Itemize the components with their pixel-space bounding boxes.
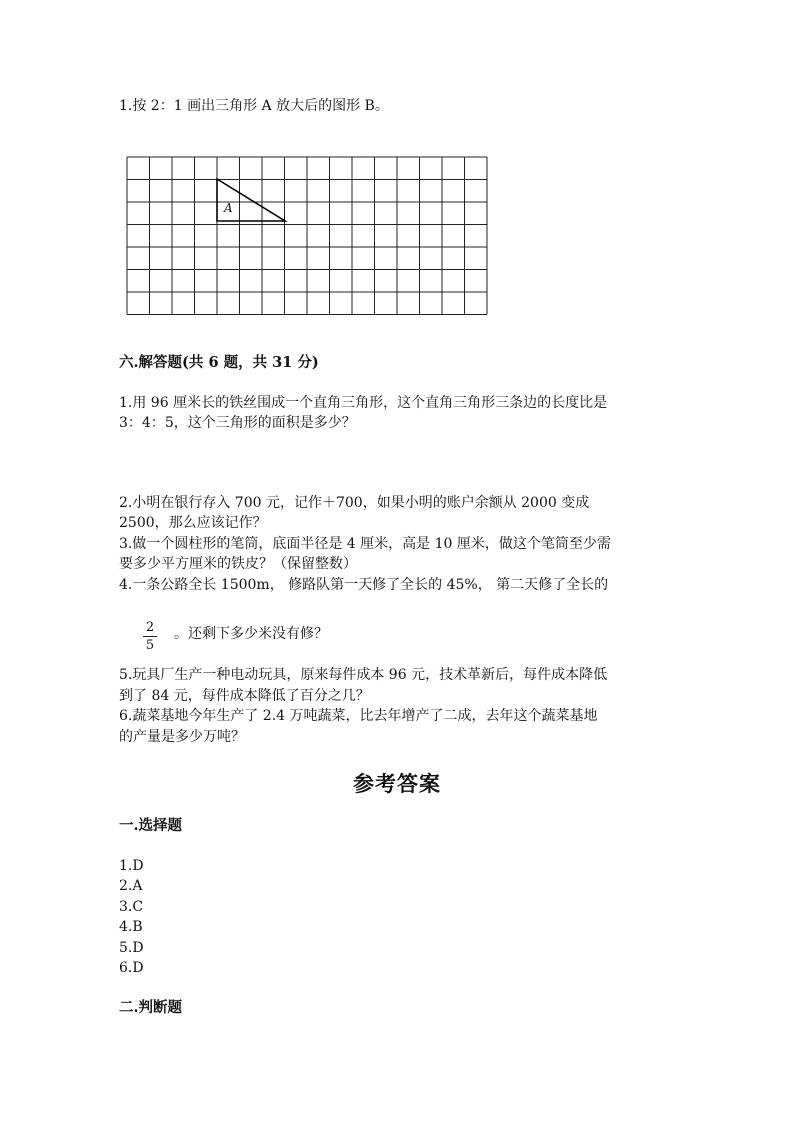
problem-5-line-2: 到了 84 元，每件成本降低了百分之几？ bbox=[119, 688, 370, 704]
answer-item: 6.D bbox=[119, 960, 144, 976]
section-6-heading: 六.解答题(共 6 题，共 31 分) bbox=[119, 354, 319, 371]
problem-1-line-1: 1.用 96 厘米长的铁丝围成一个直角三角形，这个直角三角形三条边的长度比是 bbox=[119, 395, 608, 411]
problem-3-line-1: 3.做一个圆柱形的笔筒，底面半径是 4 厘米，高是 10 厘米，做这个笔筒至少需 bbox=[119, 536, 611, 552]
problem-6-line-2: 的产量是多少万吨？ bbox=[119, 729, 245, 745]
answers-section-1-heading: 一.选择题 bbox=[119, 817, 183, 834]
triangle-a-label: A bbox=[224, 201, 233, 215]
problem-6-line-1: 6.蔬菜基地今年生产了 2.4 万吨蔬菜，比去年增产了二成，去年这个蔬菜基地 bbox=[119, 708, 598, 724]
answer-item: 2.A bbox=[119, 878, 143, 894]
problem-2-line-1: 2.小明在银行存入 700 元，记作＋700，如果小明的账户余额从 2000 变成 bbox=[119, 495, 590, 511]
grid-lines bbox=[127, 157, 487, 315]
answers-title: 参考答案 bbox=[353, 771, 441, 796]
problem-1-line-2: 3：4：5，这个三角形的面积是多少？ bbox=[119, 415, 356, 431]
question-5-1: 1.按 2：1 画出三角形 A 放大后的图形 B。 bbox=[119, 98, 389, 114]
answers-section-2-heading: 二.判断题 bbox=[119, 999, 183, 1016]
problem-2-line-2: 2500，那么应该记作？ bbox=[119, 515, 267, 531]
problem-3-line-2: 要多少平方厘米的铁皮？（保留整数） bbox=[119, 556, 357, 572]
answer-item: 5.D bbox=[119, 940, 144, 956]
answer-item: 3.C bbox=[119, 899, 144, 915]
fraction-numerator: 2 bbox=[145, 620, 155, 635]
problem-4-fraction bbox=[143, 620, 157, 653]
problem-4-line-2: 。还剩下多少米没有修？ bbox=[174, 626, 328, 642]
fraction-bar bbox=[143, 636, 157, 637]
triangle-a bbox=[217, 179, 285, 221]
fraction-denominator: 5 bbox=[145, 638, 155, 653]
problem-4-line-1: 4.一条公路全长 1500m， 修路队第一天修了全长的 45%， 第二天修了全长的 bbox=[119, 577, 609, 593]
problem-5-line-1: 5.玩具厂生产一种电动玩具，原来每件成本 96 元，技术革新后，每件成本降低 bbox=[119, 667, 608, 683]
answer-item: 4.B bbox=[119, 919, 143, 935]
answer-item: 1.D bbox=[119, 858, 144, 874]
